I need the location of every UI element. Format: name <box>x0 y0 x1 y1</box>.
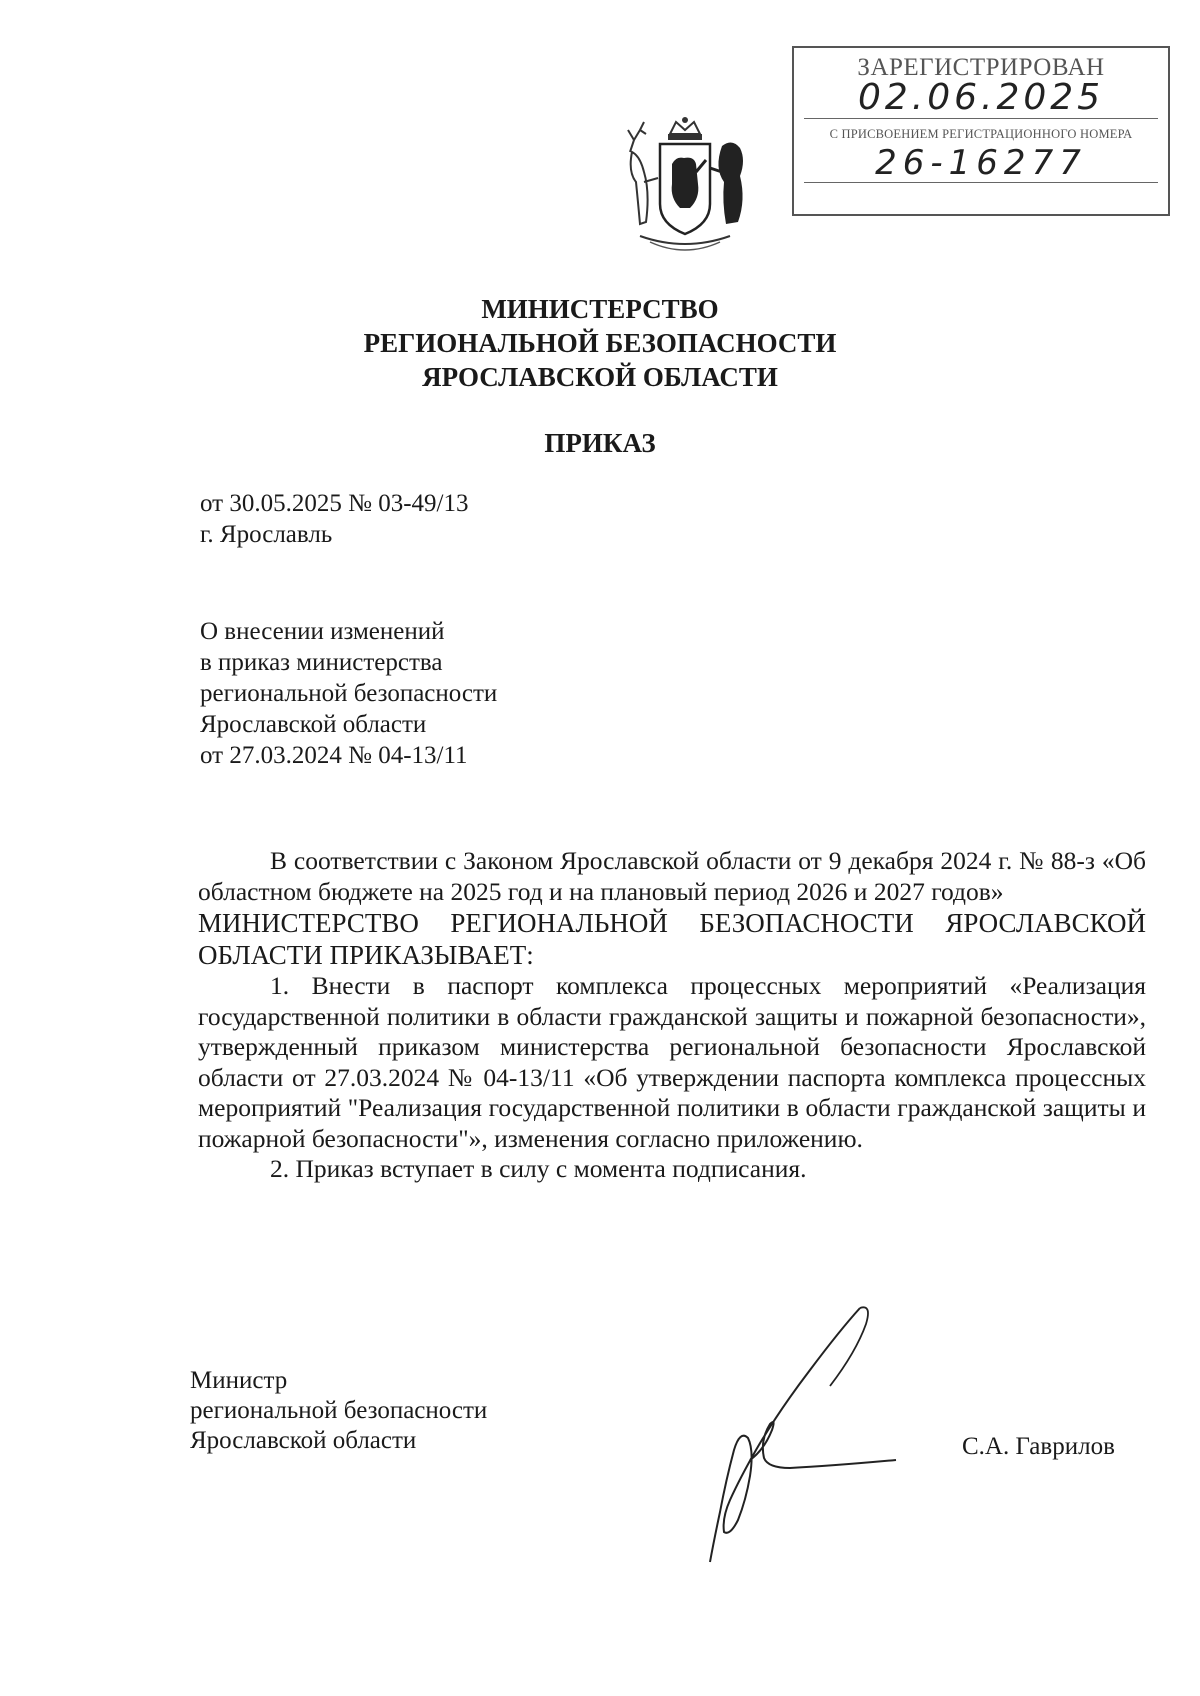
header-line-1: МИНИСТЕРСТВО <box>481 294 719 324</box>
signatory-name: С.А. Гаврилов <box>962 1433 1115 1460</box>
item-2-paragraph: 2. Приказ вступает в силу с момента подписания. <box>270 1154 807 1183</box>
preamble-paragraph: В соответствии с Законом Ярославской области от 9 декабря 2024 г. № 88-з «Об областном бюджете на 2025 год и на плановый период 2026 и 2027 годов» <box>198 846 1146 906</box>
ministry-header <box>0 292 1200 394</box>
position-line-1: Министр <box>190 1367 288 1394</box>
directive-paragraph: МИНИСТЕРСТВО РЕГИОНАЛЬНОЙ БЕЗОПАСНОСТИ ЯРОСЛАВСКОЙ ОБЛАСТИ ПРИКАЗЫВАЕТ: <box>198 908 1146 970</box>
stamp-subtitle: С ПРИСВОЕНИЕМ РЕГИСТРАЦИОННОГО НОМЕРА <box>829 127 1133 141</box>
handwritten-signature <box>660 1300 920 1570</box>
position-line-2: региональной безопасности <box>190 1397 488 1424</box>
subject-line-4: Ярославской области <box>200 711 427 738</box>
coat-of-arms-icon <box>610 112 760 262</box>
subject-line-3: региональной безопасности <box>200 680 498 707</box>
stamp-number: 26-16277 <box>804 144 1158 183</box>
order-meta <box>200 488 468 550</box>
position-line-3: Ярославской области <box>190 1427 417 1454</box>
order-subject <box>200 616 497 771</box>
registration-stamp <box>792 46 1170 216</box>
header-line-3: ЯРОСЛАВСКОЙ ОБЛАСТИ <box>422 362 778 392</box>
order-date-number: от 30.05.2025 № 03-49/13 <box>200 490 469 517</box>
order-title: ПРИКАЗ <box>544 428 656 458</box>
signatory-position <box>190 1366 487 1456</box>
order-city: г. Ярославль <box>200 521 333 548</box>
order-body <box>198 846 1146 1185</box>
subject-line-1: О внесении изменений <box>200 618 445 645</box>
subject-line-2: в приказ министерства <box>200 649 443 676</box>
item-1-paragraph: 1. Внести в паспорт комплекса процессных мероприятий «Реализация государственной политики в области гражданской защиты и пожарной безопасности», утвержденный приказом министерства региональной безопасности Ярославской области от 27.03.2024 № 04-13/11 «Об утверждении паспорта комплекса процессных мероприятий "Реализация государственной политики в области гражданской защиты и пожарной безопасности"», изменения согласно приложению. <box>198 971 1146 1153</box>
header-line-2: РЕГИОНАЛЬНОЙ БЕЗОПАСНОСТИ <box>363 328 837 358</box>
stamp-date: 02.06.2025 <box>804 80 1158 119</box>
subject-line-5: от 27.03.2024 № 04-13/11 <box>200 742 468 769</box>
stamp-title: ЗАРЕГИСТРИРОВАН <box>857 54 1105 81</box>
